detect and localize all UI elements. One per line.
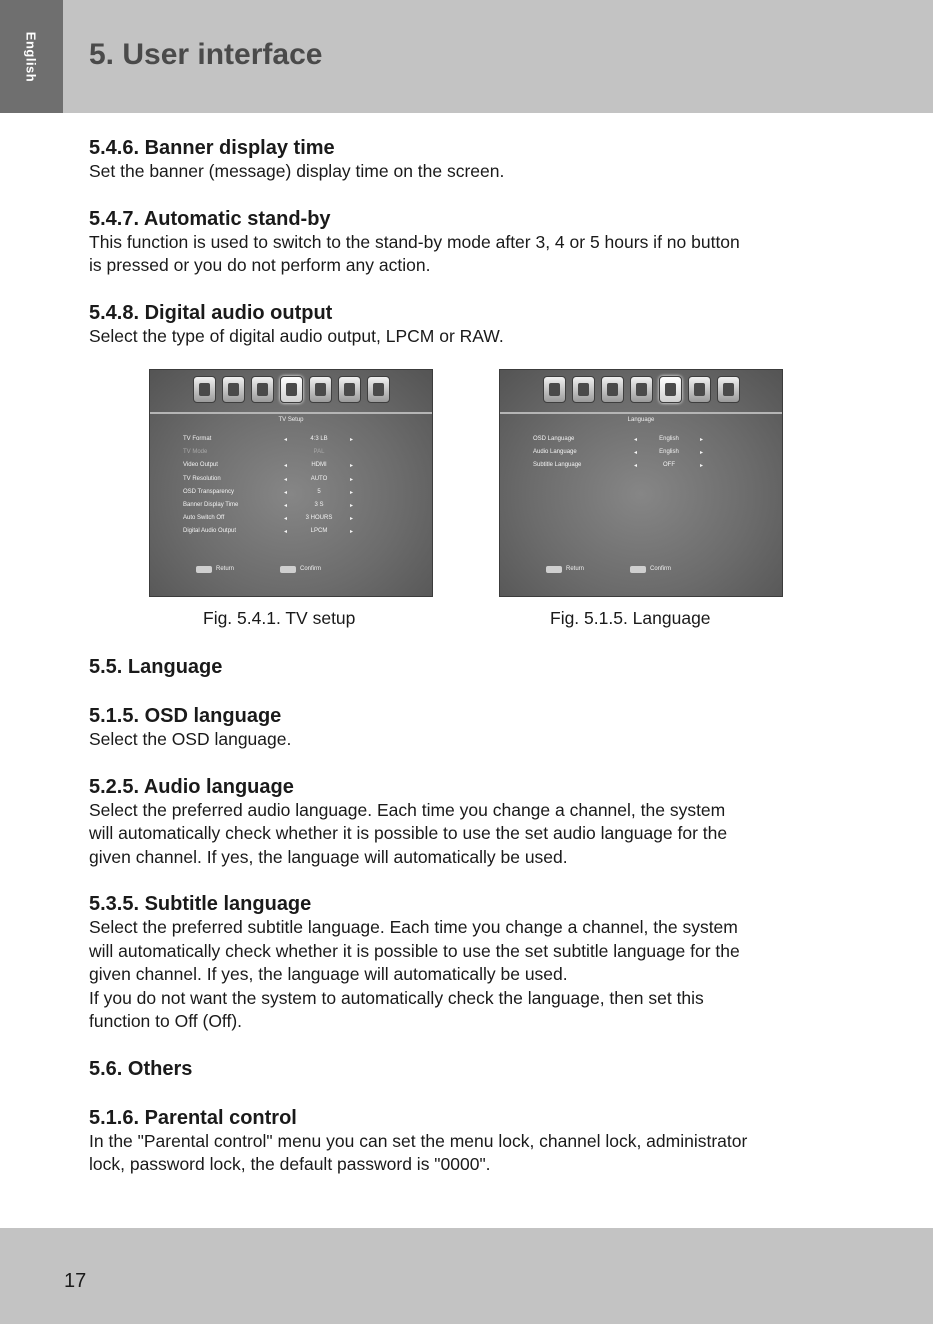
menu-row [183,526,423,539]
section-heading: 5.5. Language [89,656,223,678]
confirm-label: Confirm [300,566,322,572]
menu-title: Language [627,417,655,423]
tools-icon [717,376,740,403]
page-title: 5. User interface [89,38,323,71]
tv-setup-icon [280,376,303,403]
menu-row-value: OFF [663,462,675,469]
menu-row [183,513,423,526]
menu-icon-bar [150,370,432,412]
menu-row [183,487,423,500]
confirm-label: Confirm [650,566,672,572]
search-icon [601,376,624,403]
ok-key-icon [280,566,296,573]
right-arrow-icon: ▸ [700,450,704,457]
left-arrow-icon: ◂ [284,502,288,509]
section-heading: 5.4.6. Banner display time [89,137,335,159]
system-icon [688,376,711,403]
channel-icon [193,376,216,403]
menu-row [183,434,423,447]
menu-key-icon [546,566,562,573]
right-arrow-icon: ▸ [350,476,354,483]
menu-row [533,434,773,447]
right-arrow-icon: ▸ [350,502,354,509]
tv-setup-screenshot [149,369,433,597]
language-tab-label: English [23,31,39,83]
menu-divider [150,412,432,414]
left-arrow-icon: ◂ [634,463,638,470]
left-arrow-icon: ◂ [284,437,288,443]
section-text: will automatically check whether it is possible to use the set subtitle language for the [89,940,740,961]
page-header [0,0,933,113]
right-arrow-icon: ▸ [350,463,354,470]
menu-row [183,460,423,473]
menu-row-label: OSD Transparency [183,488,235,495]
left-arrow-icon: ◂ [634,437,638,443]
section-text: Select the OSD language. [89,729,292,749]
section-text: given channel. If yes, the language will automatically be used. [89,846,568,867]
section-text: lock, password lock, the default password is "0000". [89,1154,491,1174]
section-text: function to Off (Off). [89,1011,243,1031]
picture-icon [222,376,245,403]
section-text: is pressed or you do not perform any action. [89,255,431,275]
left-arrow-icon: ◂ [284,476,288,483]
section-heading: 5.1.5. OSD language [89,705,282,727]
section-heading: 5.4.7. Automatic stand-by [89,207,331,230]
system-icon [338,376,361,403]
section-text: If you do not want the system to automatically check the language, then set this [89,987,704,1008]
menu-divider [500,412,782,414]
section-text: Select the type of digital audio output, LPCM or RAW. [89,325,504,346]
menu-row-label: TV Resolution [183,475,221,482]
page-number: 17 [64,1270,87,1292]
picture-icon [572,376,595,403]
return-label: Return [566,566,585,572]
menu-icon-bar [500,370,782,412]
menu-row-label: Digital Audio Output [183,528,237,535]
menu-rows [183,434,423,540]
menu-row-label: Subtitle Language [533,462,582,469]
right-arrow-icon: ▸ [350,529,354,536]
menu-row [533,460,773,473]
language-tab [0,0,63,113]
language-icon [309,376,332,403]
menu-row-value: PAL [313,449,325,456]
menu-row-value: LPCM [310,528,328,535]
left-arrow-icon: ◂ [634,450,638,457]
tools-icon [367,376,390,403]
content-top [89,136,859,348]
section-text: Select the preferred audio language. Each time you change a channel, the system [89,799,726,820]
figure-caption: Fig. 5.4.1. TV setup [203,608,356,628]
menu-row-label: Banner Display Time [183,501,239,508]
section-text: given channel. If yes, the language will automatically be used. [89,964,568,984]
right-arrow-icon: ▸ [350,437,354,443]
section-text: Select the preferred subtitle language. Each time you change a channel, the system [89,917,738,937]
section-heading: 5.4.8. Digital audio output [89,301,333,324]
menu-footer [500,563,782,579]
menu-row-label: Audio Language [533,449,577,456]
section-heading: 5.2.5. Audio language [89,775,294,798]
menu-row [183,500,423,513]
right-arrow-icon: ▸ [350,516,354,523]
menu-rows [533,434,773,474]
menu-row-value: English [659,449,679,456]
section-text: This function is used to switch to the stand-by mode after 3, 4 or 5 hours if no button [89,231,740,252]
language-screenshot [499,369,783,597]
menu-title: TV Setup [278,417,304,423]
section-text: will automatically check whether it is possible to use the set audio language for the [89,823,728,843]
channel-icon [543,376,566,403]
menu-row [183,474,423,487]
menu-row-value: 3 HOURS [305,515,333,522]
menu-row-value: AUTO [310,475,328,482]
left-arrow-icon: ◂ [284,463,288,470]
right-arrow-icon: ▸ [700,463,704,470]
section-heading: 5.6. Others [89,1057,193,1080]
tv-setup-icon [630,376,653,403]
section-text: In the "Parental control" menu you can set the menu lock, channel lock, administrator [89,1130,748,1151]
left-arrow-icon: ◂ [284,489,288,496]
page-footer [0,1228,933,1324]
content-bottom [89,655,859,1177]
ok-key-icon [630,566,646,573]
right-arrow-icon: ▸ [700,437,704,443]
menu-row-value: 3 S [314,501,324,508]
menu-row [183,447,423,460]
menu-row-label: OSD Language [533,436,575,442]
menu-row-value: HDMI [311,462,327,469]
section-heading: 5.3.5. Subtitle language [89,893,312,915]
menu-row-label: TV Mode [183,449,208,456]
figure-caption: Fig. 5.1.5. Language [550,608,711,628]
menu-key-icon [196,566,212,573]
figure-row [0,369,933,629]
section-heading: 5.1.6. Parental control [89,1106,297,1129]
left-arrow-icon: ◂ [284,529,288,536]
right-arrow-icon: ▸ [350,489,354,496]
left-arrow-icon: ◂ [284,516,288,523]
menu-row-label: Video Output [183,462,218,469]
section-text: Set the banner (message) display time on the screen. [89,161,505,181]
menu-row-value: English [659,436,679,442]
menu-row [533,447,773,460]
menu-footer [150,563,432,579]
menu-row-value: 4:3 LB [310,436,328,442]
menu-row-label: TV Format [183,436,212,442]
return-label: Return [216,566,235,572]
search-icon [251,376,274,403]
menu-row-label: Auto Switch Off [183,515,225,522]
menu-row-value: 5 [317,488,321,495]
language-icon [659,376,682,403]
